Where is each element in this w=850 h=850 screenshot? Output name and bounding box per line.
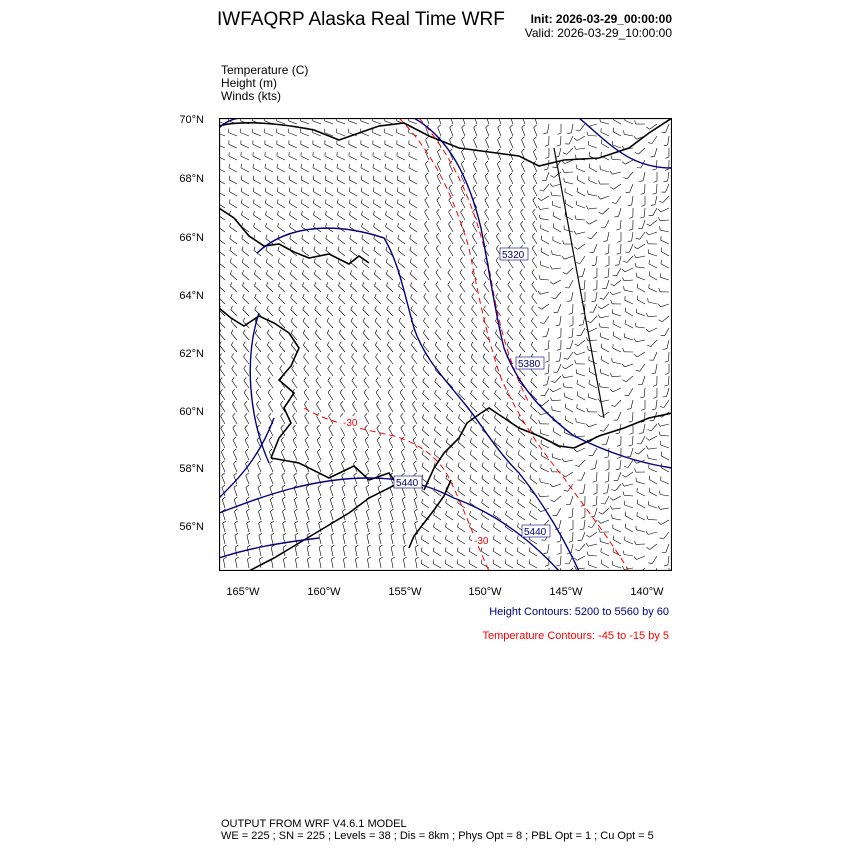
lat-label: 58°N bbox=[179, 463, 204, 475]
footer-model: OUTPUT FROM WRF V4.6.1 MODEL bbox=[221, 818, 407, 830]
lat-label: 70°N bbox=[179, 114, 204, 126]
lat-label: 68°N bbox=[179, 173, 204, 185]
init-time: Init: 2026-03-29_00:00:00 bbox=[530, 12, 672, 26]
field-winds: Winds (kts) bbox=[221, 89, 281, 103]
height-contour-label: 5320 bbox=[502, 250, 525, 261]
field-temperature: Temperature (C) bbox=[221, 63, 309, 77]
lon-label: 145°W bbox=[549, 586, 583, 598]
lon-label: 165°W bbox=[226, 586, 260, 598]
height-contour-label: 5380 bbox=[518, 359, 541, 370]
temperature-contour-label: -30 bbox=[474, 536, 489, 547]
lat-label: 60°N bbox=[179, 406, 204, 418]
lat-label: 56°N bbox=[179, 521, 204, 533]
lat-label: 64°N bbox=[179, 290, 204, 302]
footer-config: WE = 225 ; SN = 225 ; Levels = 38 ; Dis = 8km ; Phys Opt = 8 ; PBL Opt = 1 ; Cu Opt = 5 bbox=[221, 830, 654, 842]
valid-time: Valid: 2026-03-29_10:00:00 bbox=[524, 26, 672, 40]
lon-label: 150°W bbox=[468, 586, 502, 598]
height-contour-label: 5440 bbox=[524, 527, 547, 538]
height-contour-label: 5440 bbox=[396, 478, 419, 489]
lat-label: 66°N bbox=[179, 232, 204, 244]
weather-map bbox=[219, 118, 672, 571]
map-title: IWFAQRP Alaska Real Time WRF bbox=[217, 9, 505, 30]
lat-label: 62°N bbox=[179, 348, 204, 360]
height-contours-note: Height Contours: 5200 to 5560 by 60 bbox=[489, 606, 669, 618]
lon-label: 140°W bbox=[630, 586, 664, 598]
temperature-contour-label: -30 bbox=[343, 418, 358, 429]
temperature-contours-note: Temperature Contours: -45 to -15 by 5 bbox=[482, 630, 669, 642]
lon-label: 160°W bbox=[307, 586, 341, 598]
field-height: Height (m) bbox=[221, 76, 278, 90]
lon-label: 155°W bbox=[388, 586, 422, 598]
